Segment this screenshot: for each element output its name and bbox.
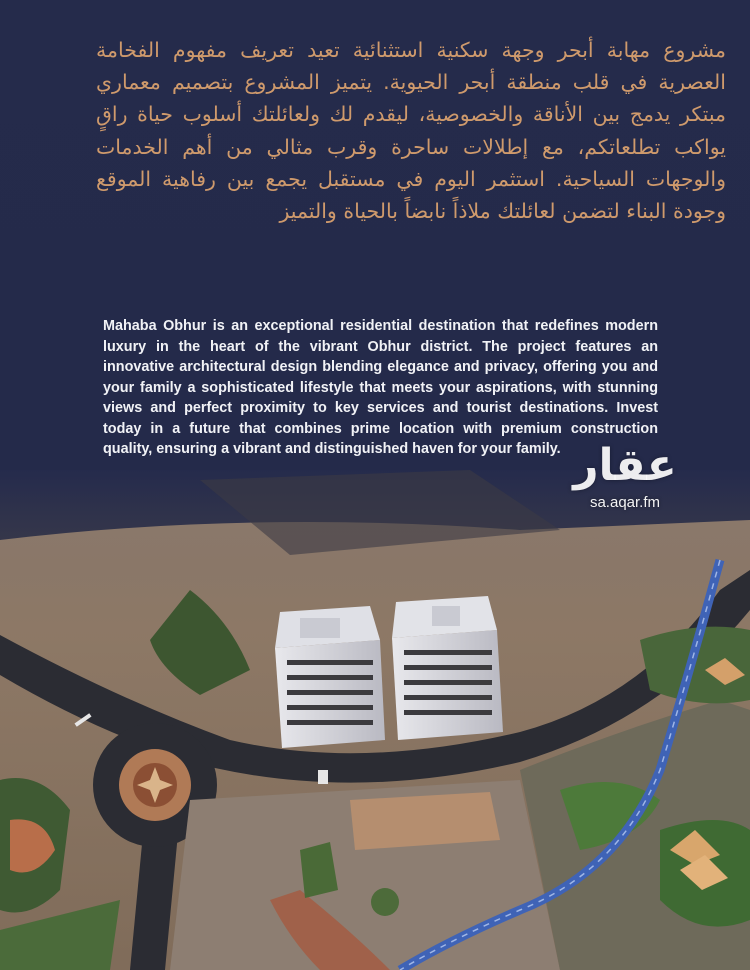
arabic-description: مشروع مهابة أبحر وجهة سكنية استثنائية تعيد تعريف مفهوم الفخامة العصرية في قلب منطقة أبحر الحيوية. يتميز المشروع بتصميم معماري مبتكر يدمج بين الأناقة والخصوصية، ليقدم لك ولعائلتك أسلوب حياة راقٍ يواكب تطلعاتكم، مع إطلالات ساحرة وقرب مثالي من أهم الخدمات والوجهات السياحية. استثمر اليوم في مستقبل يجمع بين رفاهية الموقع وجودة البناء لتضمن لعائلتك ملاذاً نابضاً بالحياة والتميز (96, 38, 726, 224)
aerial-rendering-illustration (0, 470, 750, 970)
building-right (392, 596, 503, 740)
building-left (275, 606, 385, 748)
english-description: Mahaba Obhur is an exceptional residential destination that redefines modern luxury in the heart of the vibrant Obhur district. The project features an innovative architectural design blending elegance and privacy, offering you and your family a sophisticated lifestyle that meets your aspirations, with stunning views and perfect proximity to key services and tourist destinations. Invest today in a future that combines prime location with premium construction quality, ensuring a vibrant and distinguished haven for your family. (103, 318, 658, 457)
description-panel (0, 0, 750, 470)
aqar-watermark (555, 438, 695, 518)
aqar-url: sa.aqar.fm (589, 494, 661, 511)
aqar-logo: عقار (573, 440, 677, 491)
aerial-rendering (0, 470, 750, 970)
english-description-clip (0, 0, 750, 468)
